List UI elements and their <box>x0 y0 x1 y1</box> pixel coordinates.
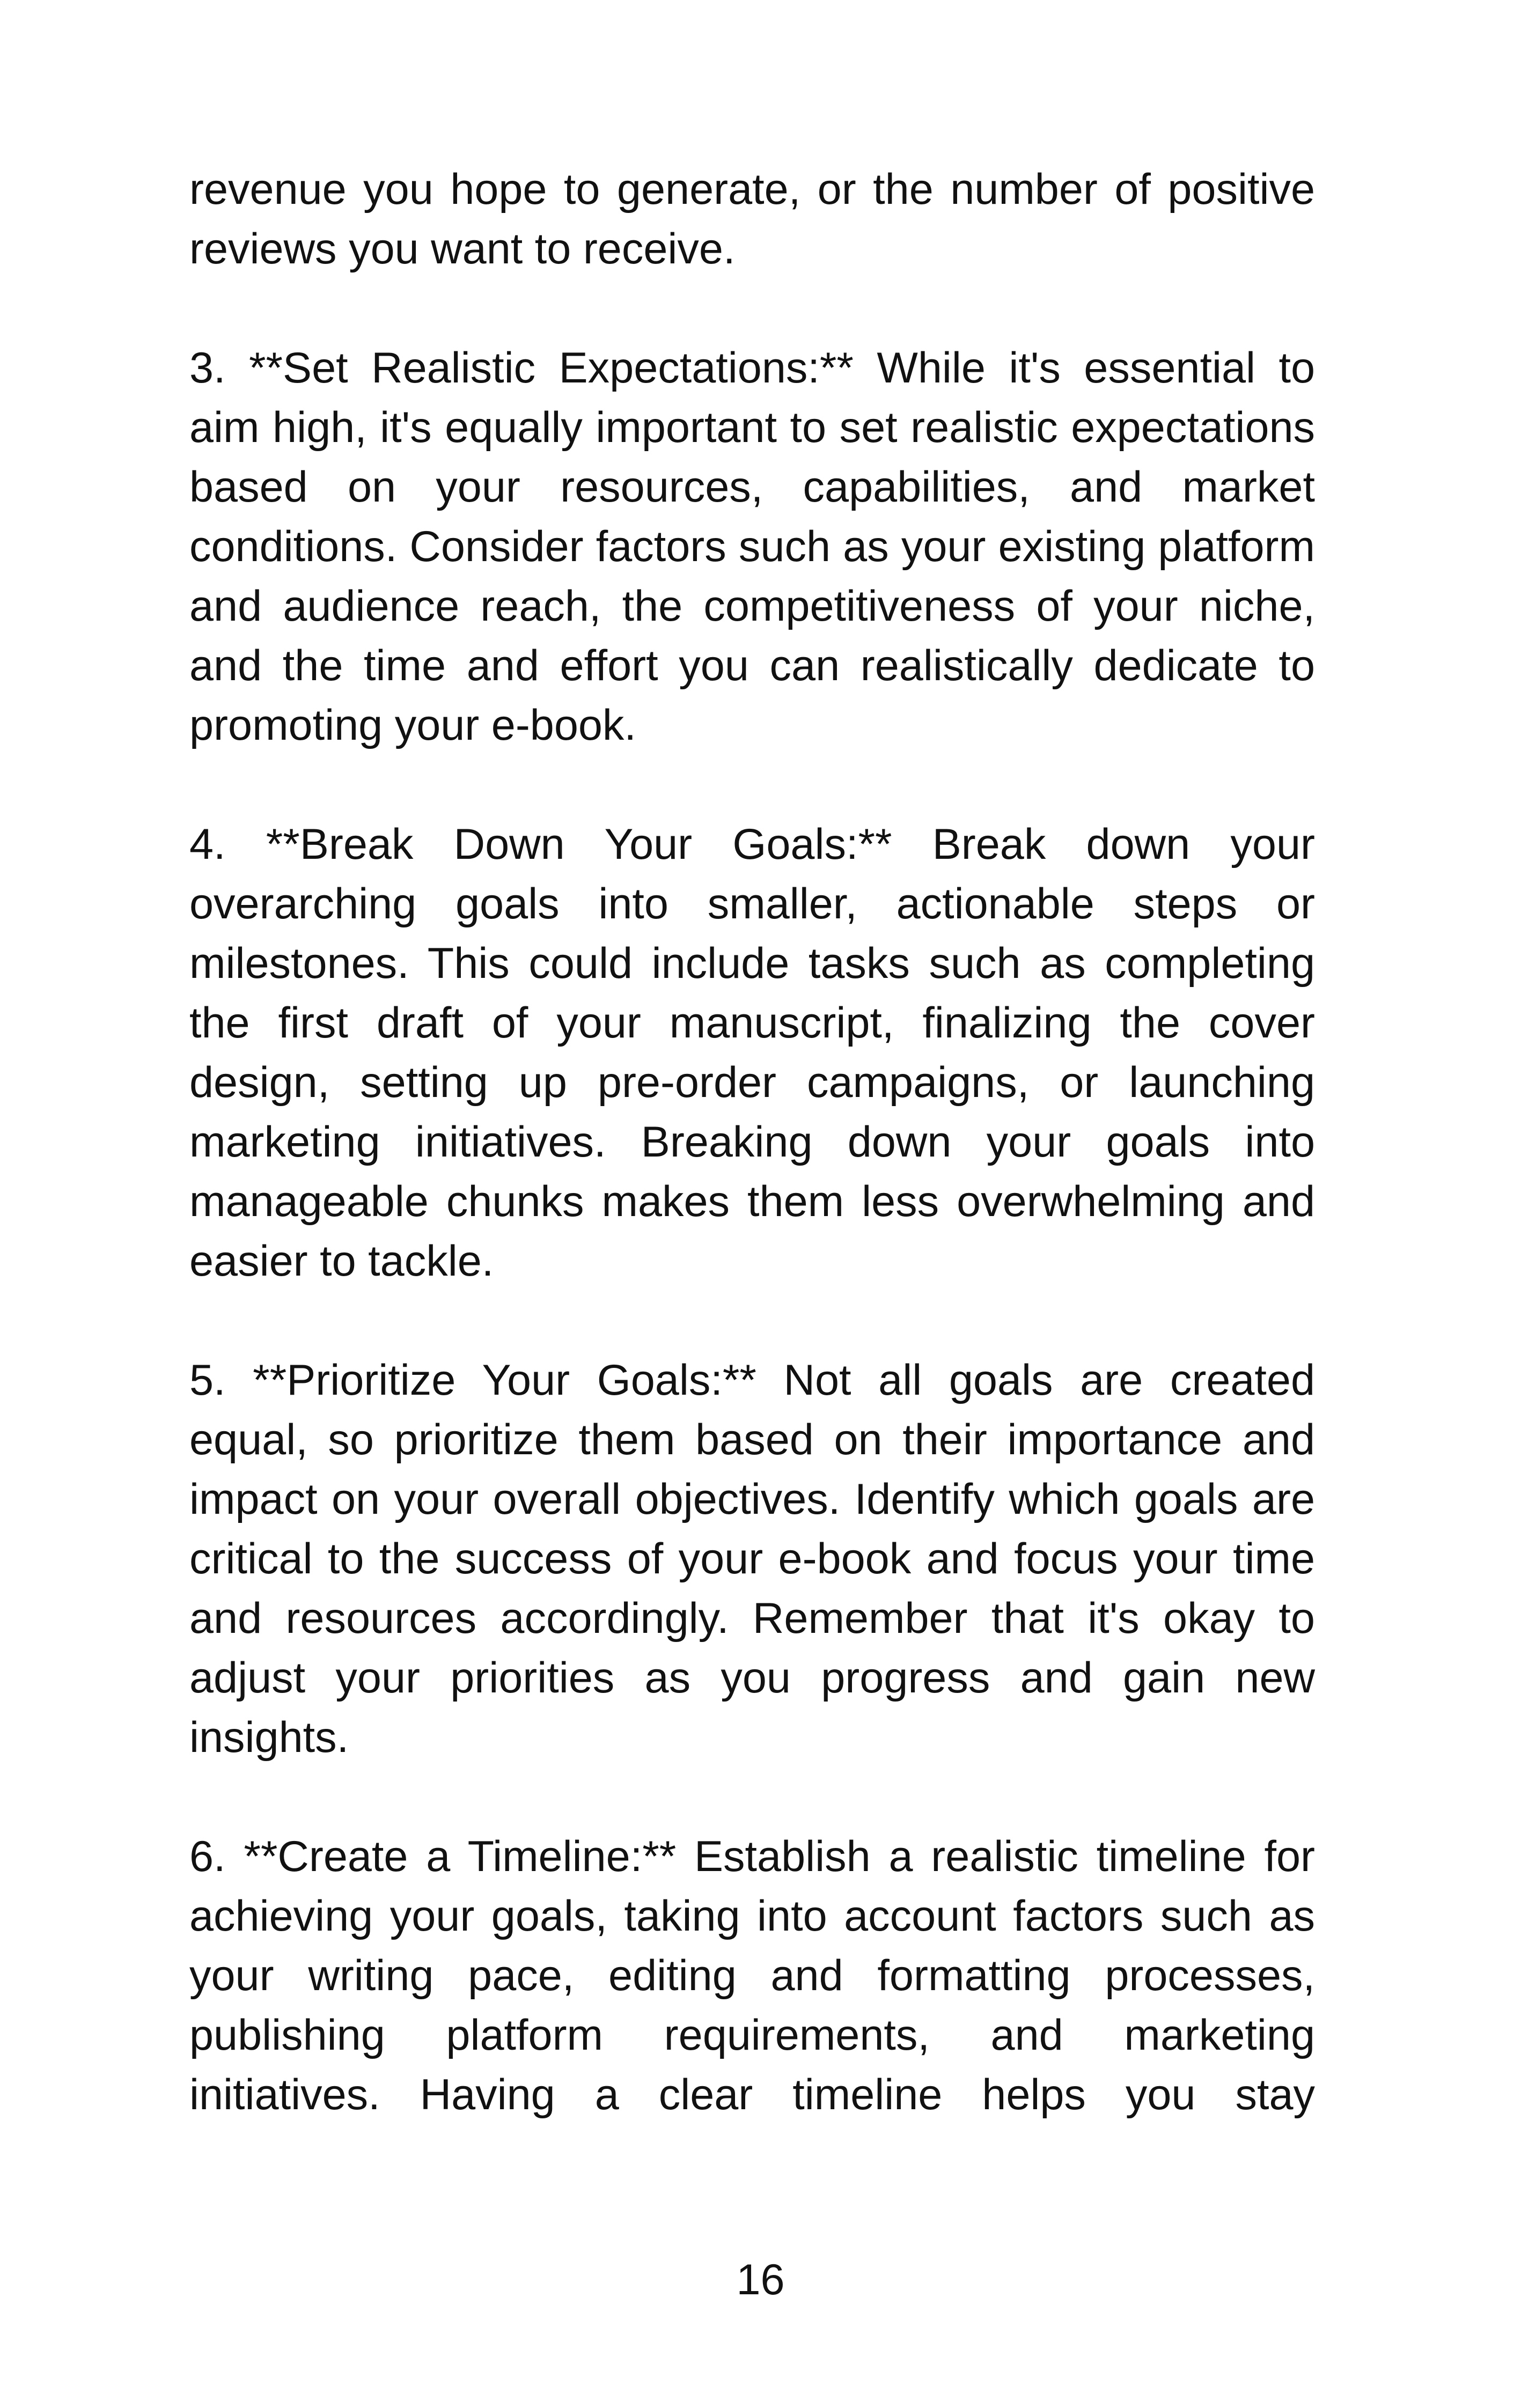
paragraph-set-realistic-expectations: 3. **Set Realistic Expectations:** While it's essential to aim high, it's equally important to set realistic expectations based on your resources, capabilities, and market conditions. Consider factors such as your existing platform and audience reach, the competitiveness of your niche, and the time and effort you can realistically dedicate to promoting your e-book. <box>189 344 1315 749</box>
paragraph-continuation: revenue you hope to generate, or the number of positive reviews you want to receive. <box>189 165 1315 273</box>
page-number: 16 <box>736 2256 785 2304</box>
paragraph-break-down-goals: 4. **Break Down Your Goals:** Break down your overarching goals into smaller, actionable steps or milestones. This could include tasks such as completing the first draft of your manuscript, finalizing the cover design, setting up pre-order campaigns, or launching marketing initiatives. Breaking down your goals into manageable chunks makes them less overwhelming and easier to tackle. <box>189 820 1315 1285</box>
body-text <box>189 160 1315 2125</box>
paragraph-prioritize-goals: 5. **Prioritize Your Goals:** Not all goals are created equal, so prioritize them based on their importance and impact on your overall objectives. Identify which goals are critical to the success of your e-book and focus your time and resources accordingly. Remember that it's okay to adjust your priorities as you progress and gain new insights. <box>189 1356 1315 1762</box>
paragraph-create-timeline: 6. **Create a Timeline:** Establish a realistic timeline for achieving your goals, taking into account factors such as your writing pace, editing and formatting processes, publishing platform requirements, and marketing initiatives. Having a clear timeline helps you stay <box>189 1832 1315 2119</box>
